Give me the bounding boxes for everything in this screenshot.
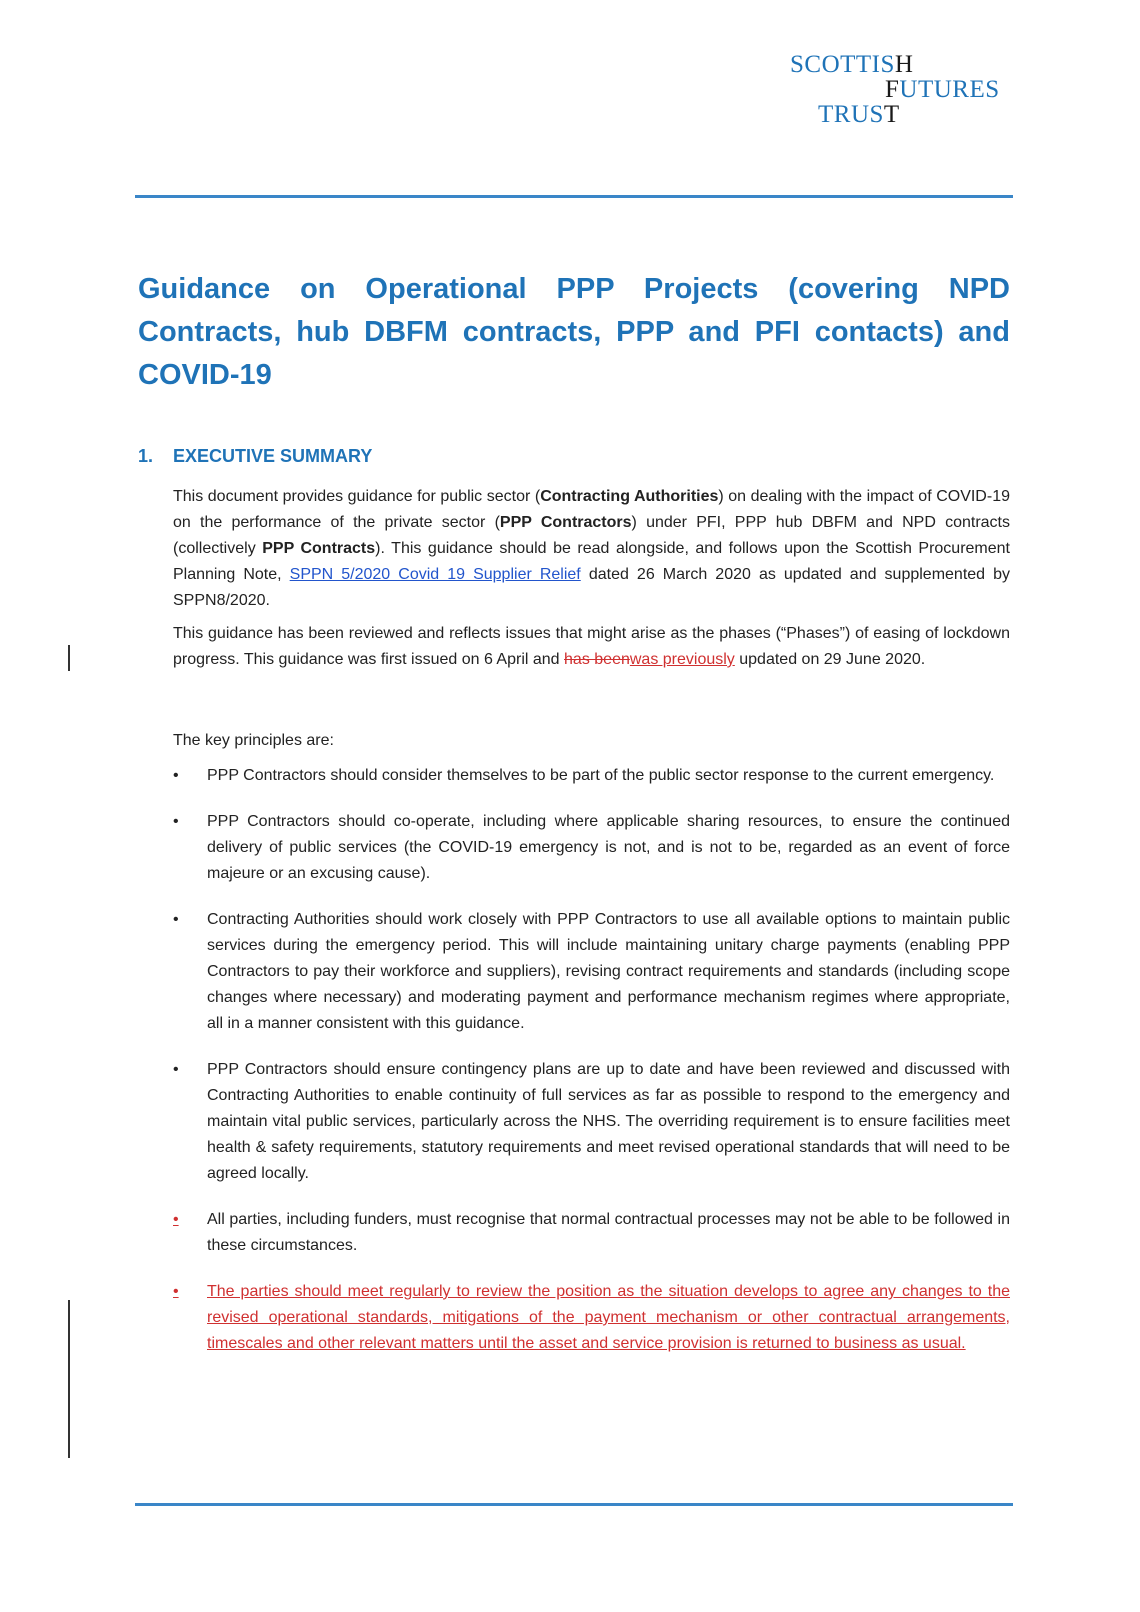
list-item: • Contracting Authorities should work closely with PPP Contractors to use all available options to maintain public services during the emergency period. This will include maintaining unitary charge payments (enabling PPP Contractors to pay their workforce and suppliers), revising contract requirements and standards (including scope changes where necessary) and moderating payment and performance mechanism regimes where appropriate, all in a manner consistent with this guidance. [173, 911, 1010, 1032]
inserted-text: was previously [629, 651, 735, 668]
paragraph-intro: This document provides guidance for public sector (Contracting Authorities) on dealing with the impact of COVID-19 on the performance of the private sector (PPP Contractors) under PFI, PPP hub DBFM and NPD contracts (collectively PPP Contracts). This guidance should be read alongside, and follows upon the Scottish Procurement Planning Note, SPPN 5/2020 Covid 19 Supplier Relief dated 26 March 2020 as updated and supplemented by SPPN8/2020. [173, 488, 1011, 609]
section-title: EXECUTIVE SUMMARY [173, 446, 373, 466]
section-heading [138, 446, 1010, 467]
paragraph-key-principles: The key principles are: [173, 732, 334, 749]
change-bar [68, 1300, 70, 1458]
list-item-inserted: • The parties should meet regularly to review the position as the situation develops to agree any changes to the revised operational standards, mitigations of the payment mechanism or other contractual arrangements, timescales and other relevant matters until the asset and service provision is returned to business as usual. [173, 1283, 1010, 1352]
change-bar [68, 645, 70, 671]
document-title: Guidance on Operational PPP Projects (covering NPD Contracts, hub DBFM contracts, PPP and PFI contacts) and COVID-19 [138, 273, 1010, 391]
deleted-text: has been [564, 651, 630, 668]
list-item: • PPP Contractors should ensure contingency plans are up to date and have been reviewed and discussed with Contracting Authorities to enable continuity of full services as far as possible to respond to the emergency and maintain vital public services, particularly across the NHS. The overriding requirement is to ensure facilities meet health & safety requirements, statutory requirements and meet revised operational standards that will need to be agreed locally. [173, 1061, 1010, 1182]
header-divider [135, 195, 1013, 198]
sppn-link[interactable]: SPPN 5/2020 Covid 19 Supplier Relief [289, 566, 581, 583]
list-item: • PPP Contractors should co-operate, including where applicable sharing resources, to ensure the continued delivery of public services (the COVID-19 emergency is not, and is not to be, regarded as an event of force majeure or an excusing cause). [173, 813, 1010, 882]
list-item: • All parties, including funders, must recognise that normal contractual processes may not be able to be followed in these circumstances. [173, 1211, 1010, 1254]
section-number: 1. [138, 446, 154, 466]
list-item: • PPP Contractors should consider themselves to be part of the public sector response to the current emergency. [173, 767, 995, 784]
paragraph-review: This guidance has been reviewed and reflects issues that might arise as the phases (“Phases”) of easing of lockdown progress. This guidance was first issued on 6 April and has beenwas previously updated on 29 June 2020. [173, 625, 1010, 668]
key-principles-list [173, 763, 1010, 1377]
footer-divider [135, 1503, 1013, 1506]
